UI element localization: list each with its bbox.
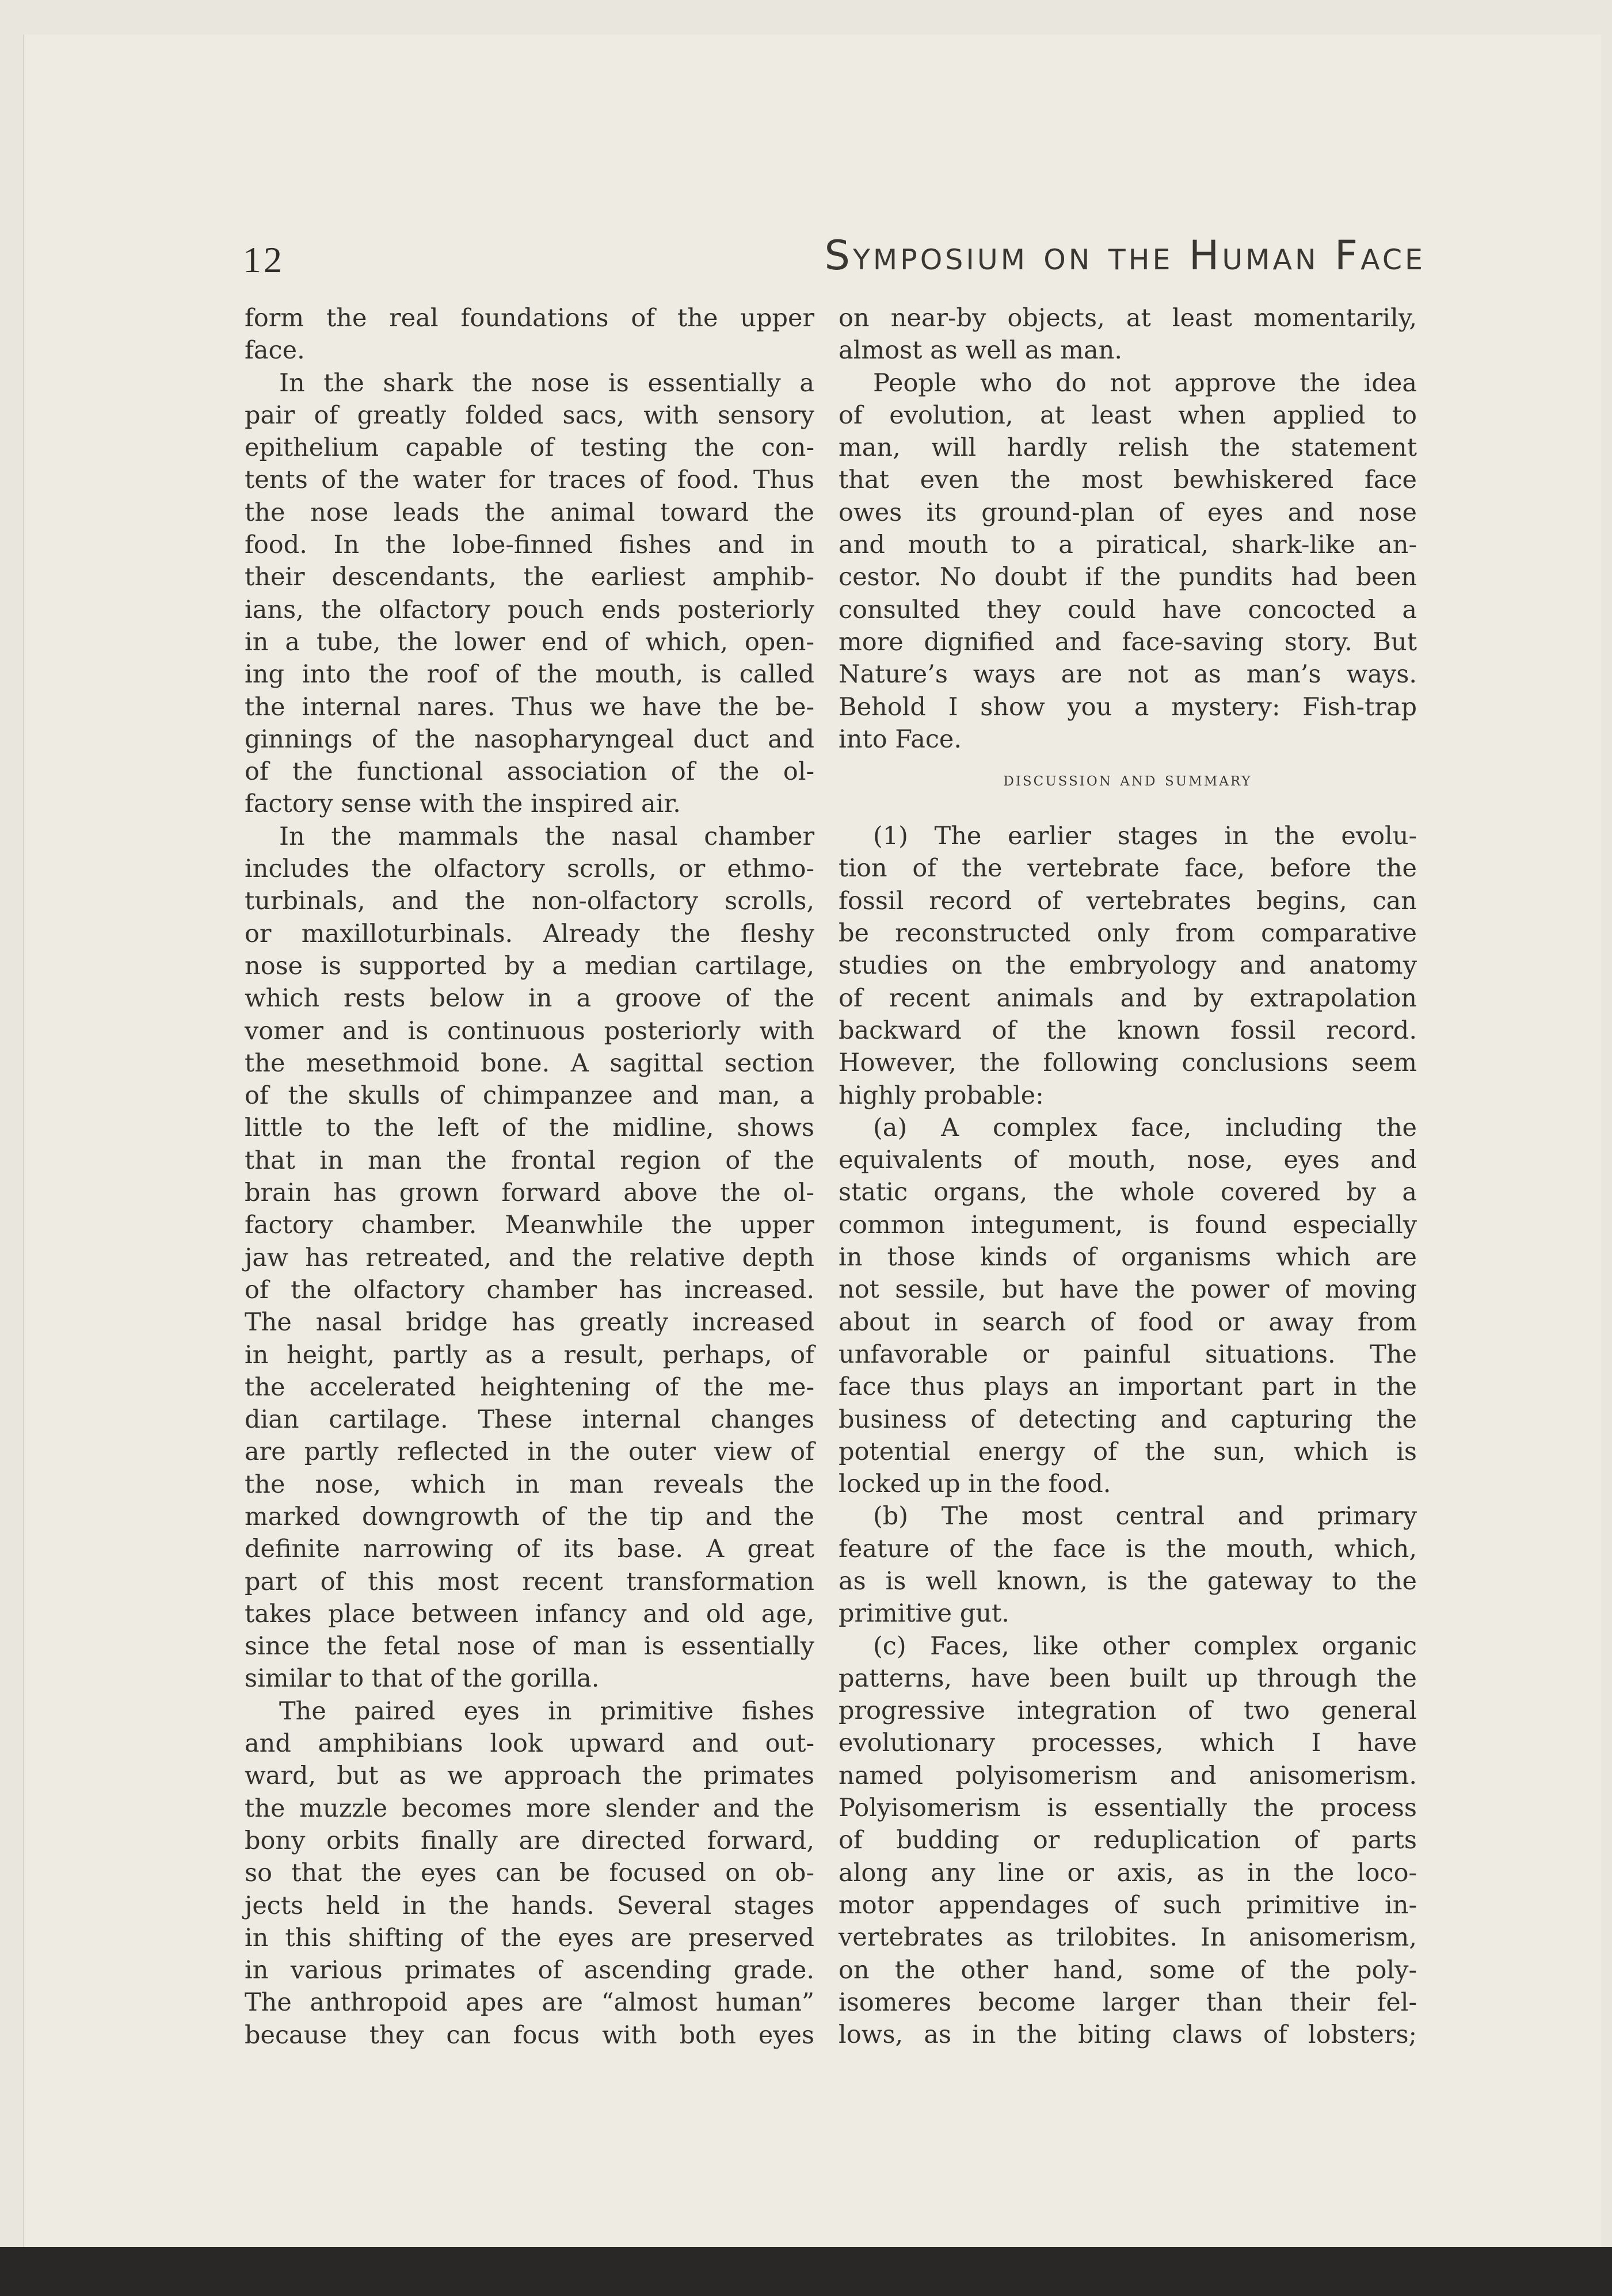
text-line: because they can focus with both eyes <box>245 2020 814 2050</box>
text-line: owes its ground-plan of eyes and nose <box>839 498 1417 527</box>
text-line: which rests below in a groove of the <box>245 984 814 1013</box>
text-line: the internal nares. Thus we have the be- <box>245 692 814 722</box>
text-line: that even the most bewhiskered face <box>839 466 1417 495</box>
text-line: The nasal bridge has greatly increased <box>245 1308 814 1337</box>
text-line: factory sense with the inspired air. <box>245 790 681 819</box>
text-line: jaw has retreated, and the relative depth <box>245 1243 814 1272</box>
text-line: almost as well as man. <box>839 336 1123 365</box>
text-line: part of this most recent transformation <box>245 1567 814 1596</box>
text-line: of the functional association of the ol- <box>245 757 814 787</box>
text-line: form the real foundations of the upper <box>245 304 814 333</box>
text-line: the muzzle becomes more slender and the <box>245 1794 814 1823</box>
text-line: food. In the lobe-finned fishes and in <box>245 531 814 560</box>
text-line: dian cartilage. These internal changes <box>245 1405 814 1435</box>
text-line: lows, as in the biting claws of lobsters; <box>839 2020 1417 2050</box>
text-line: ward, but as we approach the primates <box>245 1761 814 1791</box>
text-line: on the other hand, some of the poly- <box>839 1955 1417 1985</box>
right-text-column <box>839 302 1417 2051</box>
text-line: backward of the known fossil record. <box>839 1016 1417 1045</box>
text-line: common integument, is found especially <box>839 1210 1417 1239</box>
text-line: not sessile, but have the power of moving <box>839 1275 1417 1305</box>
text-line: The paired eyes in primitive fishes <box>279 1696 814 1726</box>
text-line: patterns, have been built up through the <box>839 1664 1417 1693</box>
text-line: cestor. No doubt if the pundits had been <box>839 563 1417 592</box>
section-heading: discussion and summary <box>1003 768 1252 791</box>
text-line: along any line or axis, as in the loco- <box>839 1858 1417 1887</box>
text-line: or maxilloturbinals. Already the fleshy <box>245 919 814 948</box>
text-line: into Face. <box>839 724 962 754</box>
text-line: in those kinds of organisms which are <box>839 1243 1417 1272</box>
text-line: named polyisomerism and anisomerism. <box>839 1761 1417 1790</box>
text-line: tents of the water for traces of food. Thus <box>245 466 814 495</box>
text-line: of the olfactory chamber has increased. <box>245 1275 814 1305</box>
running-title: Symposium on the Human Face <box>824 232 1426 279</box>
text-line: static organs, the whole covered by a <box>839 1178 1417 1207</box>
text-line: feature of the face is the mouth, which, <box>839 1534 1417 1563</box>
text-line: factory chamber. Meanwhile the upper <box>245 1211 814 1240</box>
text-line: epithelium capable of testing the con- <box>245 433 814 463</box>
text-line: the accelerated heightening of the me- <box>245 1372 814 1402</box>
text-line: takes place between infancy and old age, <box>245 1599 814 1628</box>
text-line: about in search of food or away from <box>839 1307 1417 1337</box>
text-line: motor appendages of such primitive in- <box>839 1890 1417 1920</box>
text-line: (b) The most central and primary <box>873 1502 1417 1531</box>
text-line: Polyisomerism is essentially the process <box>839 1794 1417 1823</box>
text-line: Nature’s ways are not as man’s ways. <box>839 660 1417 689</box>
text-line: nose is supported by a median cartilage, <box>245 951 814 981</box>
text-line: are partly reflected in the outer view of <box>245 1437 814 1467</box>
text-line: highly probable: <box>839 1081 1044 1110</box>
text-line: more dignified and face-saving story. But <box>839 627 1417 657</box>
text-line: People who do not approve the idea <box>873 368 1417 398</box>
book-page <box>23 35 1601 2256</box>
text-line: (a) A complex face, including the <box>873 1113 1417 1142</box>
text-line: face. <box>245 336 305 365</box>
text-line: ians, the olfactory pouch ends posteriorly <box>245 595 814 624</box>
text-line: in this shifting of the eyes are preserved <box>245 1923 814 1952</box>
page-header <box>24 227 1601 296</box>
text-line: equivalents of mouth, nose, eyes and <box>839 1146 1417 1175</box>
text-line: jects held in the hands. Several stages <box>245 1891 814 1920</box>
text-line: their descendants, the earliest amphib- <box>245 563 814 592</box>
text-line: definite narrowing of its base. A great <box>245 1535 814 1564</box>
text-line: ing into the roof of the mouth, is called <box>245 660 814 689</box>
text-line: and amphibians look upward and out- <box>245 1729 814 1759</box>
text-line: and mouth to a piratical, shark-like an- <box>839 531 1417 560</box>
text-line: of budding or reduplication of parts <box>839 1826 1417 1855</box>
text-line: bony orbits finally are directed forward, <box>245 1826 814 1855</box>
text-line: vomer and is continuous posteriorly with <box>245 1016 814 1046</box>
text-line: locked up in the food. <box>839 1470 1111 1499</box>
text-line: fossil record of vertebrates begins, can <box>839 886 1417 916</box>
text-line: man, will hardly relish the statement <box>839 433 1417 463</box>
text-line: that in man the frontal region of the <box>245 1146 814 1175</box>
text-line: evolutionary processes, which I have <box>839 1729 1417 1758</box>
text-line: of the skulls of chimpanzee and man, a <box>245 1081 814 1111</box>
text-line: little to the left of the midline, shows <box>245 1113 814 1143</box>
text-line: ginnings of the nasopharyngeal duct and <box>245 724 814 754</box>
text-line: pair of greatly folded sacs, with sensory <box>245 401 814 430</box>
text-line: includes the olfactory scrolls, or ethmo- <box>245 855 814 884</box>
text-line: consulted they could have concocted a <box>839 595 1417 624</box>
text-line: In the shark the nose is essentially a <box>279 368 814 398</box>
text-line: vertebrates as trilobites. In anisomerism, <box>839 1923 1417 1952</box>
text-line: In the mammals the nasal chamber <box>279 822 814 851</box>
text-line: studies on the embryology and anatomy <box>839 951 1417 981</box>
text-line: in height, partly as a result, perhaps, of <box>245 1340 814 1370</box>
text-line: The anthropoid apes are “almost human” <box>245 1988 814 2017</box>
right-column-lower-text <box>839 820 1417 2051</box>
text-line: potential energy of the sun, which is <box>839 1437 1417 1466</box>
right-column-upper-text <box>839 302 1417 756</box>
text-line: turbinals, and the non-olfactory scrolls, <box>245 887 814 916</box>
text-line: of evolution, at least when applied to <box>839 401 1417 430</box>
text-line: of recent animals and by extrapolation <box>839 983 1417 1013</box>
text-line: tion of the vertebrate face, before the <box>839 854 1417 883</box>
text-line: isomeres become larger than their fel- <box>839 1988 1417 2017</box>
text-line: business of detecting and capturing the <box>839 1405 1417 1434</box>
text-line: similar to that of the gorilla. <box>245 1664 600 1694</box>
text-line: the nose leads the animal toward the <box>245 498 814 527</box>
text-line: marked downgrowth of the tip and the <box>245 1502 814 1531</box>
text-line: since the fetal nose of man is essentially <box>245 1632 814 1661</box>
text-line: (1) The earlier stages in the evolu- <box>873 822 1417 851</box>
text-line: (c) Faces, like other complex organic <box>873 1631 1417 1661</box>
text-line: be reconstructed only from comparative <box>839 919 1417 948</box>
text-line: the nose, which in man reveals the <box>245 1470 814 1499</box>
text-line: progressive integration of two general <box>839 1696 1417 1726</box>
page-number: 12 <box>243 239 284 280</box>
text-line: brain has grown forward above the ol- <box>245 1178 814 1208</box>
text-line: in a tube, the lower end of which, open- <box>245 627 814 657</box>
text-line: Behold I show you a mystery: Fish-trap <box>839 692 1417 722</box>
text-line: as is well known, is the gateway to the <box>839 1566 1417 1596</box>
text-line: so that the eyes can be focused on ob- <box>245 1859 814 1888</box>
text-line: unfavorable or painful situations. The <box>839 1340 1417 1369</box>
left-text-column <box>245 302 814 2051</box>
text-line: in various primates of ascending grade. <box>245 1956 814 1985</box>
scan-bottom-edge <box>0 2247 1612 2296</box>
text-line: primitive gut. <box>839 1599 1009 1628</box>
text-line: on near-by objects, at least momentarily, <box>839 304 1417 333</box>
text-line: face thus plays an important part in the <box>839 1372 1417 1402</box>
text-line: However, the following conclusions seem <box>839 1048 1417 1078</box>
text-line: the mesethmoid bone. A sagittal section <box>245 1048 814 1078</box>
